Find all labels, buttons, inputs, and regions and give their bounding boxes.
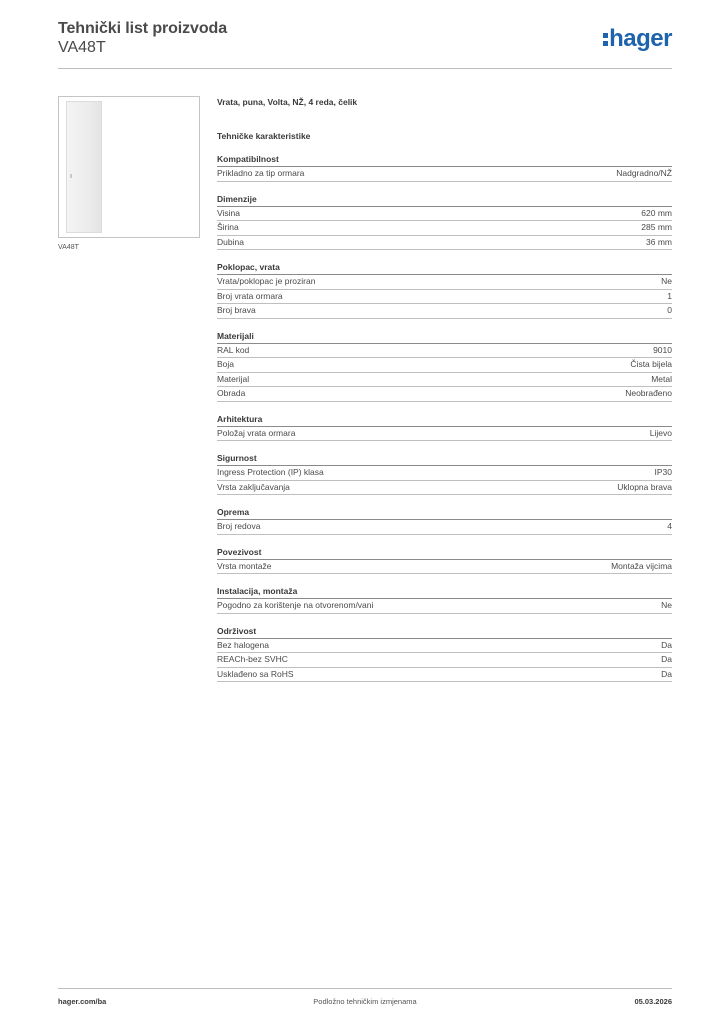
spec-row [217,387,672,402]
section-title: Dimenzije [217,193,672,207]
section-title: Povezivost [217,546,672,560]
spec-value: Da [661,639,672,650]
spec-label: Vrsta montaže [217,560,272,571]
document-header [58,20,672,70]
spec-section [217,585,672,614]
product-description: Vrata, puna, Volta, NŽ, 4 reda, čelik [217,97,358,107]
spec-row [217,653,672,668]
section-title: Sigurnost [217,452,672,466]
logo-mark-icon [603,31,608,47]
spec-label: Ingress Protection (IP) klasa [217,467,324,477]
spec-value: Ne [661,600,672,610]
spec-label: Boja [217,359,235,369]
spec-label: Usklađeno sa RoHS [217,668,294,679]
spec-value: Metal [651,373,672,384]
spec-row [217,221,672,236]
spec-label: Vrsta zaključavanja [217,481,290,492]
spec-label: Dubina [217,236,244,247]
spec-section [217,546,672,575]
spec-label: Broj vrata ormara [217,290,283,301]
section-title: Oprema [217,506,672,520]
section-title: Poklopac, vrata [217,261,672,275]
spec-value: Čista bijela [630,359,672,369]
spec-label: Broj redova [217,521,261,531]
spec-value: 4 [667,521,672,531]
spec-label: REACh-bez SVHC [217,654,288,664]
spec-label: Vrata/poklopac je proziran [217,276,316,286]
spec-row [217,207,672,222]
section-title: Instalacija, montaža [217,585,672,599]
spec-value: IP30 [654,467,672,477]
spec-label: Pogodno za korištenje na otvorenom/vani [217,600,374,610]
spec-section [217,330,672,402]
product-code: VA48T [58,39,106,56]
footer-note: Podložno tehničkim izmjenama [313,997,417,1006]
spec-row [217,344,672,359]
spec-label: Broj brava [217,305,256,315]
spec-row [217,290,672,305]
spec-value: Neobrađeno [625,388,672,398]
image-caption: VA48T [58,244,79,251]
spec-row [217,466,672,481]
spec-label: Širina [217,222,239,232]
spec-value: Da [661,654,672,664]
spec-row [217,427,672,442]
section-title: Arhitektura [217,413,672,427]
spec-value: 36 mm [646,236,672,247]
spec-row [217,304,672,319]
spec-section [217,261,672,319]
footer-divider [58,988,672,989]
spec-row [217,520,672,535]
spec-value: Montaža vijcima [611,560,672,571]
spec-section [217,153,672,182]
spec-value: 1 [667,290,672,301]
spec-row [217,668,672,683]
door-lock-icon [70,174,72,178]
spec-section [217,413,672,442]
spec-label: Materijal [217,373,250,384]
footer-date: 05.03.2026 [634,997,672,1006]
door-illustration [66,101,102,233]
document-title: Tehnički list proizvoda [58,20,227,37]
spec-section [217,625,672,683]
spec-row [217,599,672,614]
spec-value: 9010 [653,344,672,355]
section-title: Kompatibilnost [217,153,672,167]
spec-value: 620 mm [641,207,672,218]
spec-label: Položaj vrata ormara [217,427,296,438]
spec-section [217,506,672,535]
spec-content [217,96,672,682]
spec-value: Ne [661,276,672,286]
hager-logo [603,26,672,52]
spec-value: Lijevo [649,427,672,438]
spec-value: Uklopna brava [617,481,672,492]
section-title: Održivost [217,625,672,639]
spec-row [217,236,672,251]
spec-section [217,193,672,251]
spec-row [217,481,672,496]
spec-label: RAL kod [217,344,250,355]
spec-row [217,639,672,654]
spec-label: Visina [217,207,240,218]
logo-text: hager [609,25,672,52]
product-image [58,96,200,238]
spec-row [217,358,672,373]
spec-value: Da [661,668,672,679]
section-title: Materijali [217,330,672,344]
spec-label: Bez halogena [217,639,269,650]
spec-value: Nadgradno/NŽ [616,168,672,178]
spec-value: 285 mm [641,222,672,232]
document-footer [58,997,672,1009]
spec-row [217,560,672,575]
spec-row [217,275,672,290]
spec-section [217,452,672,495]
spec-row [217,167,672,182]
tech-characteristics-title: Tehničke karakteristike [217,131,311,141]
spec-label: Obrada [217,388,246,398]
header-divider [58,68,672,69]
spec-label: Prikladno za tip ormara [217,168,305,178]
spec-value: 0 [667,305,672,315]
spec-row [217,373,672,388]
spec-sections [217,153,672,682]
footer-website: hager.com/ba [58,997,107,1006]
